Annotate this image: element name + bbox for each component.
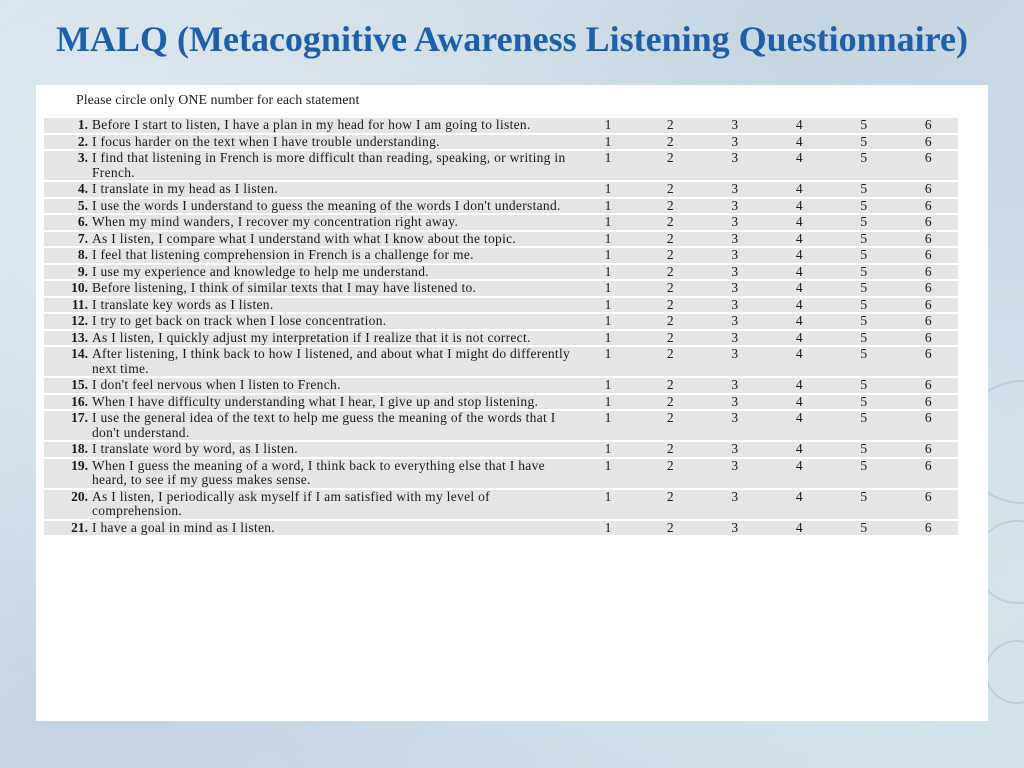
questionnaire-item <box>44 135 958 150</box>
item-number: 8. <box>77 247 88 262</box>
rating-option-6[interactable]: 6 <box>924 263 932 279</box>
questionnaire-item <box>44 265 958 280</box>
rating-option-3[interactable]: 3 <box>731 296 739 312</box>
rating-option-6[interactable]: 6 <box>924 457 932 473</box>
rating-option-3[interactable]: 3 <box>731 329 739 345</box>
rating-scale <box>578 298 961 313</box>
rating-scale <box>578 182 961 197</box>
rating-option-5[interactable]: 5 <box>860 230 868 246</box>
rating-option-5[interactable]: 5 <box>860 296 868 312</box>
item-statement: I focus harder on the text when I have trouble understanding. <box>92 133 440 149</box>
item-number: 14. <box>71 346 88 361</box>
item-number: 18. <box>71 441 88 456</box>
item-number: 15. <box>71 377 88 392</box>
rating-option-1[interactable]: 1 <box>604 457 612 473</box>
rating-option-2[interactable]: 2 <box>666 519 674 535</box>
rating-option-1[interactable]: 1 <box>604 247 612 262</box>
rating-option-4[interactable]: 4 <box>795 519 803 535</box>
rating-scale <box>578 521 961 536</box>
questionnaire-item <box>44 490 958 519</box>
rating-option-6[interactable]: 6 <box>924 133 932 149</box>
questionnaire-item <box>44 118 958 133</box>
item-number: 7. <box>77 230 88 246</box>
item-number: 20. <box>71 488 88 504</box>
questionnaire-item <box>44 378 958 393</box>
rating-option-4[interactable]: 4 <box>795 296 803 312</box>
rating-option-4[interactable]: 4 <box>795 230 803 246</box>
rating-scale <box>578 314 961 329</box>
rating-option-3[interactable]: 3 <box>731 488 739 504</box>
rating-option-1[interactable]: 1 <box>604 519 612 535</box>
item-number: 19. <box>71 457 88 473</box>
questionnaire-item <box>44 248 958 263</box>
questionnaire-item <box>44 395 958 410</box>
item-number: 10. <box>71 280 88 295</box>
item-statement: As I listen, I periodically ask myself if I am satisfied with my level of comprehension. <box>92 488 490 518</box>
rating-scale <box>578 118 961 133</box>
rating-option-4[interactable]: 4 <box>795 263 803 279</box>
item-statement: When my mind wanders, I recover my concentration right away. <box>92 214 459 229</box>
rating-scale <box>578 459 961 474</box>
item-number: 1. <box>77 117 88 132</box>
item-number: 4. <box>77 181 88 196</box>
rating-option-1[interactable]: 1 <box>604 230 612 246</box>
rating-option-3[interactable]: 3 <box>731 214 739 229</box>
questionnaire-item <box>44 331 958 346</box>
questionnaire-item <box>44 215 958 230</box>
rating-scale <box>578 347 961 362</box>
rating-option-1[interactable]: 1 <box>604 410 612 425</box>
rating-option-2[interactable]: 2 <box>666 377 674 392</box>
rating-option-2[interactable]: 2 <box>666 263 674 279</box>
item-number: 9. <box>77 263 88 279</box>
rating-option-2[interactable]: 2 <box>666 150 674 165</box>
rating-option-6[interactable]: 6 <box>924 280 932 295</box>
rating-option-5[interactable]: 5 <box>860 313 868 328</box>
rating-option-4[interactable]: 4 <box>795 214 803 229</box>
item-statement: I use the general idea of the text to help me guess the meaning of the words that I don't understand. <box>92 410 556 440</box>
rating-scale <box>578 151 961 166</box>
rating-option-5[interactable]: 5 <box>860 214 868 229</box>
questionnaire-item <box>44 281 958 296</box>
item-statement: I try to get back on track when I lose concentration. <box>92 313 387 328</box>
rating-option-4[interactable]: 4 <box>795 441 803 456</box>
rating-scale <box>578 215 961 230</box>
rating-option-1[interactable]: 1 <box>604 117 612 132</box>
rating-option-6[interactable]: 6 <box>924 296 932 312</box>
rating-option-2[interactable]: 2 <box>666 346 674 361</box>
rating-option-3[interactable]: 3 <box>731 410 739 425</box>
item-statement: When I guess the meaning of a word, I think back to everything else that I have heard, to see if my guess makes sense. <box>92 457 545 487</box>
rating-option-6[interactable]: 6 <box>924 117 932 132</box>
rating-option-1[interactable]: 1 <box>604 393 612 409</box>
rating-option-4[interactable]: 4 <box>795 117 803 132</box>
rating-option-6[interactable]: 6 <box>924 410 932 425</box>
rating-option-3[interactable]: 3 <box>731 247 739 262</box>
rating-option-5[interactable]: 5 <box>860 519 868 535</box>
rating-option-5[interactable]: 5 <box>860 410 868 425</box>
rating-option-5[interactable]: 5 <box>860 150 868 165</box>
rating-option-4[interactable]: 4 <box>795 280 803 295</box>
questionnaire-item <box>44 411 958 440</box>
rating-option-2[interactable]: 2 <box>666 329 674 345</box>
questionnaire-item <box>44 347 958 376</box>
rating-option-1[interactable]: 1 <box>604 214 612 229</box>
rating-option-3[interactable]: 3 <box>731 441 739 456</box>
rating-scale <box>578 411 961 426</box>
rating-option-3[interactable]: 3 <box>731 346 739 361</box>
questionnaire-item <box>44 298 958 313</box>
questionnaire-instruction: Please circle only ONE number for each statement <box>76 93 360 108</box>
item-statement: I find that listening in French is more difficult than reading, speaking, or writing in French. <box>92 150 566 180</box>
questionnaire-item <box>44 151 958 180</box>
rating-option-3[interactable]: 3 <box>731 457 739 473</box>
questionnaire-item <box>44 314 958 329</box>
background-ornament <box>985 640 1024 704</box>
rating-option-1[interactable]: 1 <box>604 313 612 328</box>
rating-option-2[interactable]: 2 <box>666 488 674 504</box>
rating-option-1[interactable]: 1 <box>604 441 612 456</box>
rating-option-5[interactable]: 5 <box>860 457 868 473</box>
rating-option-1[interactable]: 1 <box>604 133 612 149</box>
rating-option-3[interactable]: 3 <box>731 230 739 246</box>
questionnaire-item <box>44 442 958 457</box>
rating-option-5[interactable]: 5 <box>860 488 868 504</box>
rating-option-6[interactable]: 6 <box>924 346 932 361</box>
rating-option-1[interactable]: 1 <box>604 377 612 392</box>
rating-option-5[interactable]: 5 <box>860 377 868 392</box>
rating-option-2[interactable]: 2 <box>666 441 674 456</box>
rating-scale <box>578 490 961 505</box>
rating-option-3[interactable]: 3 <box>731 377 739 392</box>
item-number: 16. <box>71 393 88 409</box>
rating-option-6[interactable]: 6 <box>924 150 932 165</box>
item-statement: I translate in my head as I listen. <box>92 181 278 196</box>
rating-option-6[interactable]: 6 <box>924 214 932 229</box>
questionnaire-panel <box>36 85 988 721</box>
item-statement: I use my experience and knowledge to help me understand. <box>92 263 429 279</box>
rating-option-1[interactable]: 1 <box>604 197 612 213</box>
rating-option-4[interactable]: 4 <box>795 181 803 196</box>
rating-option-1[interactable]: 1 <box>604 296 612 312</box>
questionnaire-item <box>44 182 958 197</box>
questionnaire-item <box>44 521 958 536</box>
rating-option-6[interactable]: 6 <box>924 247 932 262</box>
item-statement: I use the words I understand to guess the meaning of the words I don't understand. <box>92 197 561 213</box>
item-statement: Before I start to listen, I have a plan in my head for how I am going to listen. <box>92 117 531 132</box>
rating-scale <box>578 395 961 410</box>
rating-option-3[interactable]: 3 <box>731 117 739 132</box>
item-number: 6. <box>77 214 88 229</box>
rating-option-1[interactable]: 1 <box>604 488 612 504</box>
rating-option-3[interactable]: 3 <box>731 280 739 295</box>
rating-option-2[interactable]: 2 <box>666 214 674 229</box>
rating-option-5[interactable]: 5 <box>860 181 868 196</box>
rating-option-3[interactable]: 3 <box>731 181 739 196</box>
rating-scale <box>578 442 961 457</box>
rating-scale <box>578 331 961 346</box>
rating-option-5[interactable]: 5 <box>860 117 868 132</box>
item-number: 2. <box>77 133 88 149</box>
rating-option-5[interactable]: 5 <box>860 329 868 345</box>
rating-option-5[interactable]: 5 <box>860 280 868 295</box>
rating-option-2[interactable]: 2 <box>666 133 674 149</box>
rating-scale <box>578 232 961 247</box>
item-statement: Before listening, I think of similar texts that I may have listened to. <box>92 280 477 295</box>
item-number: 13. <box>71 329 88 345</box>
item-statement: I translate key words as I listen. <box>92 296 274 312</box>
item-statement: I translate word by word, as I listen. <box>92 441 298 456</box>
rating-option-5[interactable]: 5 <box>860 247 868 262</box>
rating-option-3[interactable]: 3 <box>731 197 739 213</box>
rating-option-1[interactable]: 1 <box>604 329 612 345</box>
rating-option-6[interactable]: 6 <box>924 181 932 196</box>
rating-option-1[interactable]: 1 <box>604 346 612 361</box>
rating-scale <box>578 248 961 263</box>
rating-option-2[interactable]: 2 <box>666 280 674 295</box>
item-number: 17. <box>71 410 88 425</box>
item-statement: I don't feel nervous when I listen to French. <box>92 377 341 392</box>
rating-option-4[interactable]: 4 <box>795 377 803 392</box>
rating-option-2[interactable]: 2 <box>666 247 674 262</box>
rating-option-6[interactable]: 6 <box>924 230 932 246</box>
rating-option-6[interactable]: 6 <box>924 377 932 392</box>
item-statement: As I listen, I compare what I understand with what I know about the topic. <box>92 230 517 246</box>
rating-option-4[interactable]: 4 <box>795 133 803 149</box>
rating-option-2[interactable]: 2 <box>666 230 674 246</box>
rating-option-4[interactable]: 4 <box>795 329 803 345</box>
rating-option-4[interactable]: 4 <box>795 346 803 361</box>
item-number: 21. <box>71 519 88 535</box>
rating-option-5[interactable]: 5 <box>860 133 868 149</box>
rating-option-2[interactable]: 2 <box>666 197 674 213</box>
item-statement: I have a goal in mind as I listen. <box>92 519 276 535</box>
rating-option-3[interactable]: 3 <box>731 150 739 165</box>
rating-option-6[interactable]: 6 <box>924 197 932 213</box>
rating-option-4[interactable]: 4 <box>795 393 803 409</box>
rating-option-5[interactable]: 5 <box>860 441 868 456</box>
rating-option-4[interactable]: 4 <box>795 313 803 328</box>
rating-option-3[interactable]: 3 <box>731 133 739 149</box>
rating-option-2[interactable]: 2 <box>666 410 674 425</box>
rating-scale <box>578 135 961 150</box>
rating-option-1[interactable]: 1 <box>604 150 612 165</box>
rating-scale <box>578 265 961 280</box>
rating-option-3[interactable]: 3 <box>731 263 739 279</box>
rating-option-2[interactable]: 2 <box>666 117 674 132</box>
rating-option-4[interactable]: 4 <box>795 247 803 262</box>
rating-option-2[interactable]: 2 <box>666 296 674 312</box>
questionnaire-item <box>44 199 958 214</box>
rating-option-6[interactable]: 6 <box>924 488 932 504</box>
rating-option-2[interactable]: 2 <box>666 457 674 473</box>
rating-option-6[interactable]: 6 <box>924 393 932 409</box>
rating-option-4[interactable]: 4 <box>795 150 803 165</box>
rating-option-3[interactable]: 3 <box>731 393 739 409</box>
rating-option-5[interactable]: 5 <box>860 263 868 279</box>
rating-option-3[interactable]: 3 <box>731 519 739 535</box>
rating-option-1[interactable]: 1 <box>604 280 612 295</box>
questionnaire-items <box>44 118 958 537</box>
rating-option-1[interactable]: 1 <box>604 181 612 196</box>
rating-scale <box>578 199 961 214</box>
item-number: 11. <box>71 296 88 312</box>
rating-option-4[interactable]: 4 <box>795 488 803 504</box>
item-statement: When I have difficulty understanding what I hear, I give up and stop listening. <box>92 393 539 409</box>
item-statement: I feel that listening comprehension in French is a challenge for me. <box>92 247 474 262</box>
rating-option-1[interactable]: 1 <box>604 263 612 279</box>
rating-option-4[interactable]: 4 <box>795 197 803 213</box>
rating-option-6[interactable]: 6 <box>924 329 932 345</box>
item-statement: After listening, I think back to how I listened, and about what I might do differently next time. <box>92 346 571 376</box>
rating-option-2[interactable]: 2 <box>666 181 674 196</box>
rating-option-2[interactable]: 2 <box>666 313 674 328</box>
rating-option-2[interactable]: 2 <box>666 393 674 409</box>
questionnaire-item <box>44 232 958 247</box>
rating-scale <box>578 281 961 296</box>
rating-option-6[interactable]: 6 <box>924 519 932 535</box>
rating-option-3[interactable]: 3 <box>731 313 739 328</box>
rating-scale <box>578 378 961 393</box>
rating-option-4[interactable]: 4 <box>795 410 803 425</box>
item-number: 12. <box>71 313 88 328</box>
rating-option-6[interactable]: 6 <box>924 441 932 456</box>
rating-option-5[interactable]: 5 <box>860 393 868 409</box>
rating-option-6[interactable]: 6 <box>924 313 932 328</box>
item-statement: As I listen, I quickly adjust my interpretation if I realize that it is not correct. <box>92 329 531 345</box>
rating-option-5[interactable]: 5 <box>860 197 868 213</box>
slide-title: MALQ (Metacognitive Awareness Listening Questionnaire) <box>56 19 968 59</box>
item-number: 5. <box>77 197 88 213</box>
rating-option-5[interactable]: 5 <box>860 346 868 361</box>
questionnaire-item <box>44 459 958 488</box>
item-number: 3. <box>77 150 88 165</box>
rating-option-4[interactable]: 4 <box>795 457 803 473</box>
